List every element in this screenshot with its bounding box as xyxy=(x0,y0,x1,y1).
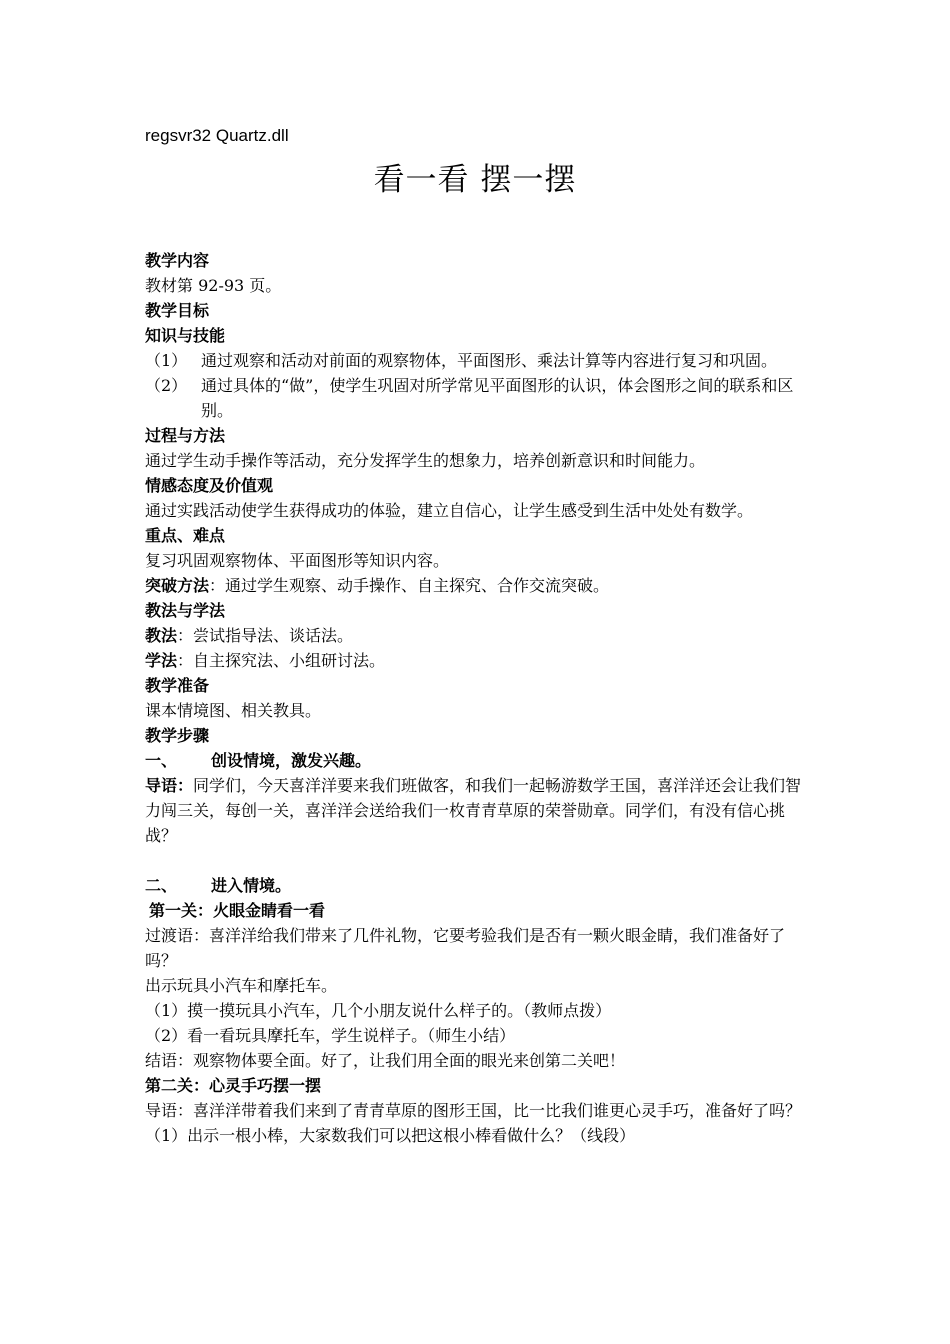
blank-line xyxy=(145,848,810,873)
intro-text: 同学们，今天喜洋洋要来我们班做客，和我们一起畅游数学王国，喜洋洋还会让我们智力闯三关，每创一关，喜洋洋会送给我们一枚青青草原的荣誉勋章。同学们，有没有信心挑战？ xyxy=(145,776,802,845)
teaching-method-line xyxy=(145,623,810,648)
key-points-text: 复习巩固观察物体、平面图形等知识内容。 xyxy=(145,551,450,570)
content-text: 教材第 92-93 页。 xyxy=(145,276,282,295)
section-number: 一、 xyxy=(145,751,178,770)
section-2-heading xyxy=(145,873,810,898)
heading-knowledge: 知识与技能 xyxy=(145,326,226,345)
guide-2-text: 导语：喜洋洋带着我们来到了青青草原的图形王国，比一比我们谁更心灵手巧，准备好了吗？ xyxy=(145,1101,802,1120)
teaching-method-label: 教法 xyxy=(145,626,178,645)
teaching-method-text: ：尝试指导法、谈话法。 xyxy=(177,626,354,645)
learning-method-text: ：自主探究法、小组研讨法。 xyxy=(177,651,386,670)
learning-method-line xyxy=(145,648,810,673)
section-1-heading xyxy=(145,748,810,773)
page-title: 看一看 摆一摆 xyxy=(373,162,577,198)
heading-emotion: 情感态度及价值观 xyxy=(145,476,274,495)
heading-steps: 教学步骤 xyxy=(145,726,210,745)
heading-process: 过程与方法 xyxy=(145,426,226,445)
heading-goals: 教学目标 xyxy=(145,301,210,320)
emotion-text: 通过实践活动使学生获得成功的体验，建立自信心，让学生感受到生活中处处有数学。 xyxy=(145,501,754,520)
step-item-2: （2）看一看玩具摩托车，学生说样子。（师生小结） xyxy=(145,1026,516,1045)
section-title: 创设情境，激发兴趣。 xyxy=(211,751,372,770)
heading-key-points: 重点、难点 xyxy=(145,526,226,545)
heading-content: 教学内容 xyxy=(145,251,210,270)
level-1-heading: 第一关：火眼金睛看一看 xyxy=(149,901,326,920)
section-title: 进入情境。 xyxy=(211,876,292,895)
intro-paragraph xyxy=(145,773,810,848)
heading-preparation: 教学准备 xyxy=(145,676,210,695)
heading-methods: 教法与学法 xyxy=(145,601,226,620)
breakthrough-line xyxy=(145,573,810,598)
preparation-text: 课本情境图、相关教具。 xyxy=(145,701,322,720)
goal-item-number: （2） xyxy=(145,376,188,395)
transition-text: 过渡语：喜洋洋给我们带来了几件礼物，它要考验我们是否有一颗火眼金睛，我们准备好了吗？ xyxy=(145,926,786,970)
breakthrough-label: 突破方法 xyxy=(145,576,210,595)
learning-method-label: 学法 xyxy=(145,651,178,670)
section-number: 二、 xyxy=(145,876,178,895)
breakthrough-text: ：通过学生观察、动手操作、自主探究、合作交流突破。 xyxy=(209,576,610,595)
process-text: 通过学生动手操作等活动，充分发挥学生的想象力，培养创新意识和时间能力。 xyxy=(145,451,706,470)
goal-item-number: （1） xyxy=(145,351,188,370)
step-item-3: （1）出示一根小棒，大家数我们可以把这根小棒看做什么？（线段） xyxy=(145,1126,636,1145)
goal-item-text: 通过具体的“做”，使学生巩固对所学常见平面图形的认识，体会图形之间的联系和区别。 xyxy=(201,376,794,420)
goal-item-text: 通过观察和活动对前面的观察物体，平面图形、乘法计算等内容进行复习和巩固。 xyxy=(201,351,778,370)
level-2-heading: 第二关：心灵手巧摆一摆 xyxy=(145,1076,322,1095)
goal-item-2 xyxy=(145,373,810,423)
goal-item-1 xyxy=(145,348,810,373)
document-body xyxy=(145,248,810,1148)
step-item-1: （1）摸一摸玩具小汽车，几个小朋友说什么样子的。（教师点拨） xyxy=(145,1001,612,1020)
intro-label: 导语： xyxy=(145,776,194,795)
header-code-line: regsvr32 Quartz.dll xyxy=(145,126,289,145)
conclusion-text: 结语：观察物体要全面。好了，让我们用全面的眼光来创第二关吧！ xyxy=(145,1051,626,1070)
show-text: 出示玩具小汽车和摩托车。 xyxy=(145,976,338,995)
